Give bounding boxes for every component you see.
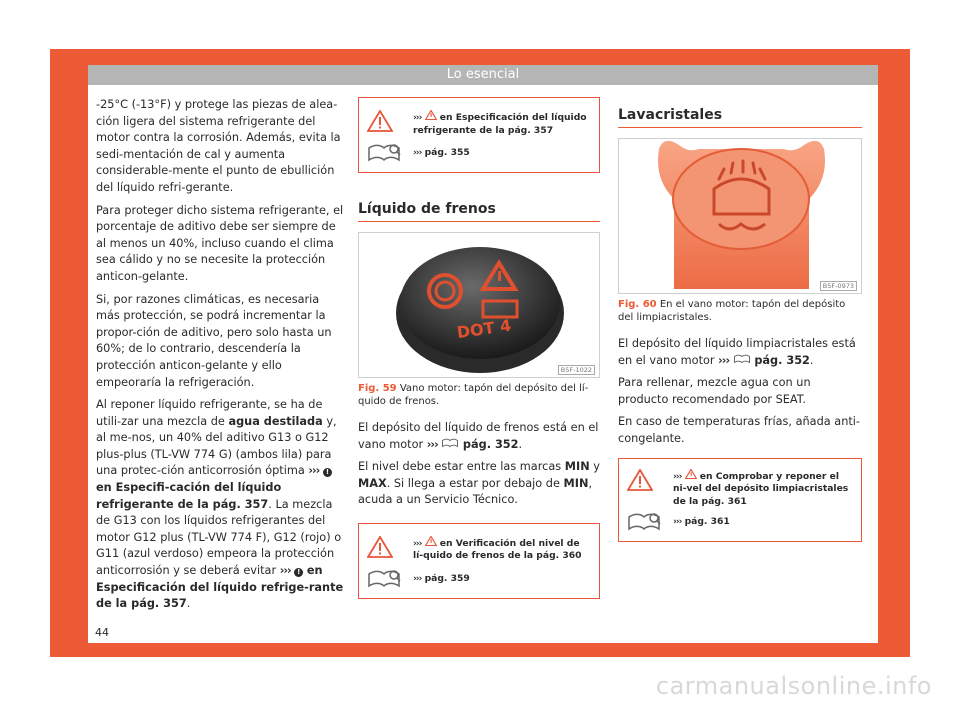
min-mark: MIN [563, 476, 589, 490]
paragraph: El nivel debe estar entre las marcas MIN y MAX. Si llega a estar por debajo de MIN, acuda a un Servicio Técnico. [358, 460, 600, 507]
cross-reference-link[interactable]: pág. 361 [684, 516, 730, 528]
section-title: Líquido de frenos [358, 201, 600, 222]
bold-term: agua destilada [228, 414, 323, 428]
cross-reference-link[interactable]: pág. 352 [462, 437, 519, 451]
paragraph: El depósito del líquido de frenos está en el vano motor ››› pág. 352. [358, 421, 599, 451]
cross-reference-link[interactable]: en Especifi-cación del líquido refrigerante de la pág. 357 [96, 481, 282, 511]
cap-label: DOT 4 [455, 315, 513, 343]
column-3 [618, 97, 862, 542]
page [50, 49, 910, 657]
warning-triangle-icon [367, 536, 393, 558]
page-number: 44 [95, 626, 109, 639]
warning-triangle-icon [627, 469, 653, 491]
cross-reference-link[interactable]: en Especificación del líquido refrigerante de la pág. 357 [413, 112, 587, 136]
page-header: Lo esencial [88, 65, 878, 85]
warning-triangle-icon [425, 536, 437, 546]
section-title: Lavacristales [618, 97, 862, 128]
exclamation-icon: ! [323, 468, 332, 477]
column-2 [358, 97, 600, 599]
figure-caption: Fig. 60 En el vano motor: tapón del depósito del limpiacristales. [618, 299, 846, 323]
max-mark: MAX [358, 476, 387, 490]
cross-reference-link[interactable]: en Especificación del líquido refrige-rante de la pág. 357 [96, 564, 344, 611]
note-book-icon [367, 143, 401, 163]
figure-washer-cap [618, 138, 862, 294]
note-book-icon [627, 512, 661, 532]
note-book-icon [441, 438, 459, 448]
cross-reference-link[interactable]: pág. 355 [424, 147, 470, 158]
figure-code: B5F-1022 [558, 365, 595, 375]
brake-fluid-cap-image [359, 233, 600, 378]
warning-box: ››› en Especificación del líquido refrigerante de la pág. 357 ››› pág. 355 [358, 97, 600, 173]
paragraph: Para rellenar, mezcle agua con un producto recomendado por SEAT. [618, 376, 811, 406]
warning-triangle-icon [685, 469, 697, 479]
paragraph: En caso de temperaturas frías, añada anti-congelante. [618, 415, 860, 445]
paragraph: Para proteger dicho sistema refrigerante, el porcentaje de aditivo debe ser siempre de al menos un 40%, incluso cuando el clima sea cálido y no se necesite la protección anticon-gelante. [96, 203, 344, 283]
cross-reference-link[interactable]: pág. 359 [424, 572, 470, 584]
figure-brake-fluid-cap [358, 232, 600, 378]
page-frame [50, 49, 910, 657]
column-1 [96, 97, 344, 619]
figure-code: B5F-0973 [820, 281, 857, 291]
warning-triangle-icon [425, 110, 437, 120]
paragraph: Si, por razones climáticas, es necesaria más protección, se podrá incrementar la propor-ción de aditivo, pero solo hasta un 60%; de lo contrario, descendería la protección anticon-gelante y ello empeoraría la refrigeración. [96, 292, 332, 389]
watermark: carmanualsonline.info [655, 672, 932, 700]
warning-box: ››› en Verificación del nivel de lí-quido de frenos de la pág. 360 ››› pág. 359 [358, 523, 600, 599]
warning-triangle-icon [367, 110, 393, 132]
warning-box: ››› en Comprobar y reponer el ni-vel del depósito limpiacristales de la pág. 361 ››› pág. 361 [618, 458, 862, 542]
paragraph: El depósito del líquido limpiacristales está en el vano motor ››› pág. 352. [618, 337, 856, 367]
cross-reference-link[interactable]: en Verificación del nivel de lí-quido de frenos de la pág. 360 [413, 537, 582, 562]
cross-reference-link[interactable]: pág. 352 [754, 353, 810, 367]
figure-caption: Fig. 59 Vano motor: tapón del depósito del lí-quido de frenos. [358, 383, 589, 407]
page-content [88, 65, 878, 643]
reference-arrow: ››› [308, 464, 320, 478]
reference-arrow: ››› [279, 564, 291, 578]
note-book-icon [733, 354, 751, 364]
cross-reference-link[interactable]: en Comprobar y reponer el ni-vel del depósito limpiacristales de la pág. 361 [673, 470, 849, 507]
washer-cap-image [619, 139, 862, 294]
note-book-icon [367, 569, 401, 589]
min-mark: MIN [564, 460, 590, 474]
paragraph: -25°C (-13°F) y protege las piezas de alea-ción ligera del sistema refrigerante del motor contra la corrosión. Además, evita la sedi-mentación de cal y aumenta considerable-mente el punto de ebullición del líquido refri-gerante. [96, 98, 341, 194]
paragraph: Al reponer líquido refrigerante, se ha de utili-zar una mezcla de agua destilada y, al me-nos, un 40% del aditivo G13 o G12 plus-plus (TL-VW 774 G) (ambos lila) para una protec-ción anticorrosión óptima ››› ! en Especifi-cación del líquido refrigerante de la pág. 357. La mezcla de G13 con los líquidos refrigerantes del motor G12 plus (TL-VW 774 F), G12 (rojo) o G11 (azul verdoso) empeora la protección anticorrosión y se deberá evitar ››› ! en Especificación del líquido refrige-rante de la pág. 357. [96, 398, 344, 611]
exclamation-icon: ! [294, 568, 303, 577]
